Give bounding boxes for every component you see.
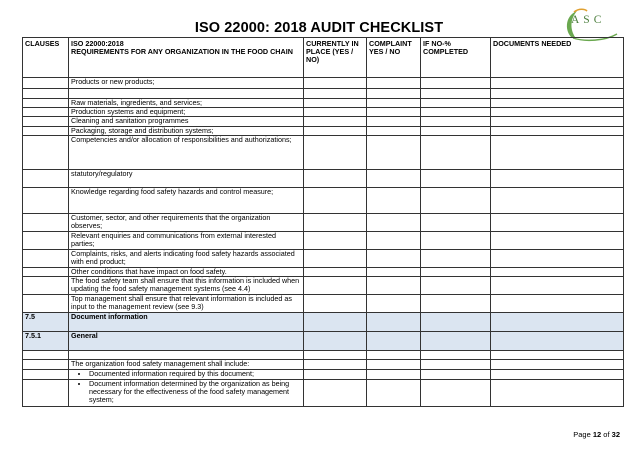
table-row [23,99,624,108]
requirement-cell: The food safety team shall ensure that this information is included when updating the food safety management systems (see 4.4) [69,277,304,295]
clause-cell [23,135,69,169]
if-no-cell[interactable] [421,78,491,89]
requirement-cell: Customer, sector, and other requirements that the organization observes; [69,213,304,231]
section-title: Document information [69,313,304,332]
requirement-cell: Complaints, risks, and alerts indicating food safety hazards associated with end product; [69,249,304,267]
table-row [23,295,624,313]
table-row [23,380,624,407]
clause-cell [23,213,69,231]
list-item: • Documented information required by this document; [89,370,301,378]
table-row [23,277,624,295]
clause-cell [23,295,69,313]
table-row [23,78,624,89]
requirement-cell: Packaging, storage and distribution systems; [69,126,304,135]
section-row [23,332,624,351]
requirement-cell [69,370,304,380]
page-title: ISO 22000: 2018 AUDIT CHECKLIST [194,20,444,36]
clause-cell [23,380,69,407]
clause-cell [23,169,69,187]
requirement-cell: Competencies and/or allocation of responsibilities and authorizations; [69,135,304,169]
clause-cell: 7.5.1 [23,332,69,351]
clause-cell [23,231,69,249]
requirement-cell [69,380,304,407]
header-if-no: IF NO-% COMPLETED [421,38,491,78]
footer-of: of [603,430,610,439]
clause-cell [23,360,69,370]
clause-cell [23,108,69,117]
clause-cell: 7.5 [23,313,69,332]
table-row [23,117,624,126]
table-row [23,126,624,135]
requirement-cell: The organization food safety management shall include: [69,360,304,370]
table-row [23,187,624,213]
clause-cell [23,187,69,213]
table-row [23,370,624,380]
table-row [23,135,624,169]
clause-cell [23,78,69,89]
header-documents: DOCUMENTS NEEDED [491,38,624,78]
clause-cell [23,99,69,108]
table-row [23,351,624,360]
list-item: • Document information determined by the organization as being necessary for the effectiveness of the food safety management system; [89,380,301,405]
logo-text: ASC [571,14,606,26]
table-row [23,169,624,187]
clause-cell [23,267,69,276]
table-header-row [23,38,624,78]
compliant-cell[interactable] [367,78,421,89]
requirement-cell: Production systems and equipment; [69,108,304,117]
header-requirements-line1: ISO 22000:2018 [71,39,124,48]
header-requirements-line2: REQUIREMENTS FOR ANY ORGANIZATION IN THE FOOD CHAIN [71,47,293,57]
table-row [23,89,624,99]
table-row [23,108,624,117]
table-row [23,213,624,231]
table-row [23,267,624,276]
header-compliant: COMPLAINT YES / NO [367,38,421,78]
requirement-cell: Relevant enquiries and communications from external interested parties; [69,231,304,249]
footer-prefix: Page [573,430,591,439]
section-row [23,313,624,332]
section-title: General [69,332,304,351]
in-place-cell[interactable] [304,78,367,89]
clause-cell [23,249,69,267]
requirement-cell: Cleaning and sanitation programmes [69,117,304,126]
clause-cell [23,277,69,295]
clause-cell [23,370,69,380]
documents-cell[interactable] [491,78,624,89]
requirement-cell: Top management shall ensure that relevant information is included as input to the management review (see 9.3) [69,295,304,313]
footer-total-pages: 32 [611,430,620,439]
requirement-cell: Products or new products; [69,78,304,89]
requirement-cell: statutory/regulatory [69,169,304,187]
page-footer [573,430,620,439]
header-requirements [69,38,304,78]
header-clauses: CLAUSES [23,38,69,78]
audit-checklist-table [22,37,624,407]
table-row [23,360,624,370]
clause-cell [23,126,69,135]
footer-page-number: 12 [592,430,602,439]
requirement-cell: Other conditions that have impact on food safety. [69,267,304,276]
requirement-cell: Raw materials, ingredients, and services; [69,99,304,108]
requirement-cell: Knowledge regarding food safety hazards and control measure; [69,187,304,213]
table-row [23,231,624,249]
header-in-place: CURRENTLY IN PLACE (YES / NO) [304,38,367,78]
clause-cell [23,117,69,126]
table-row [23,249,624,267]
